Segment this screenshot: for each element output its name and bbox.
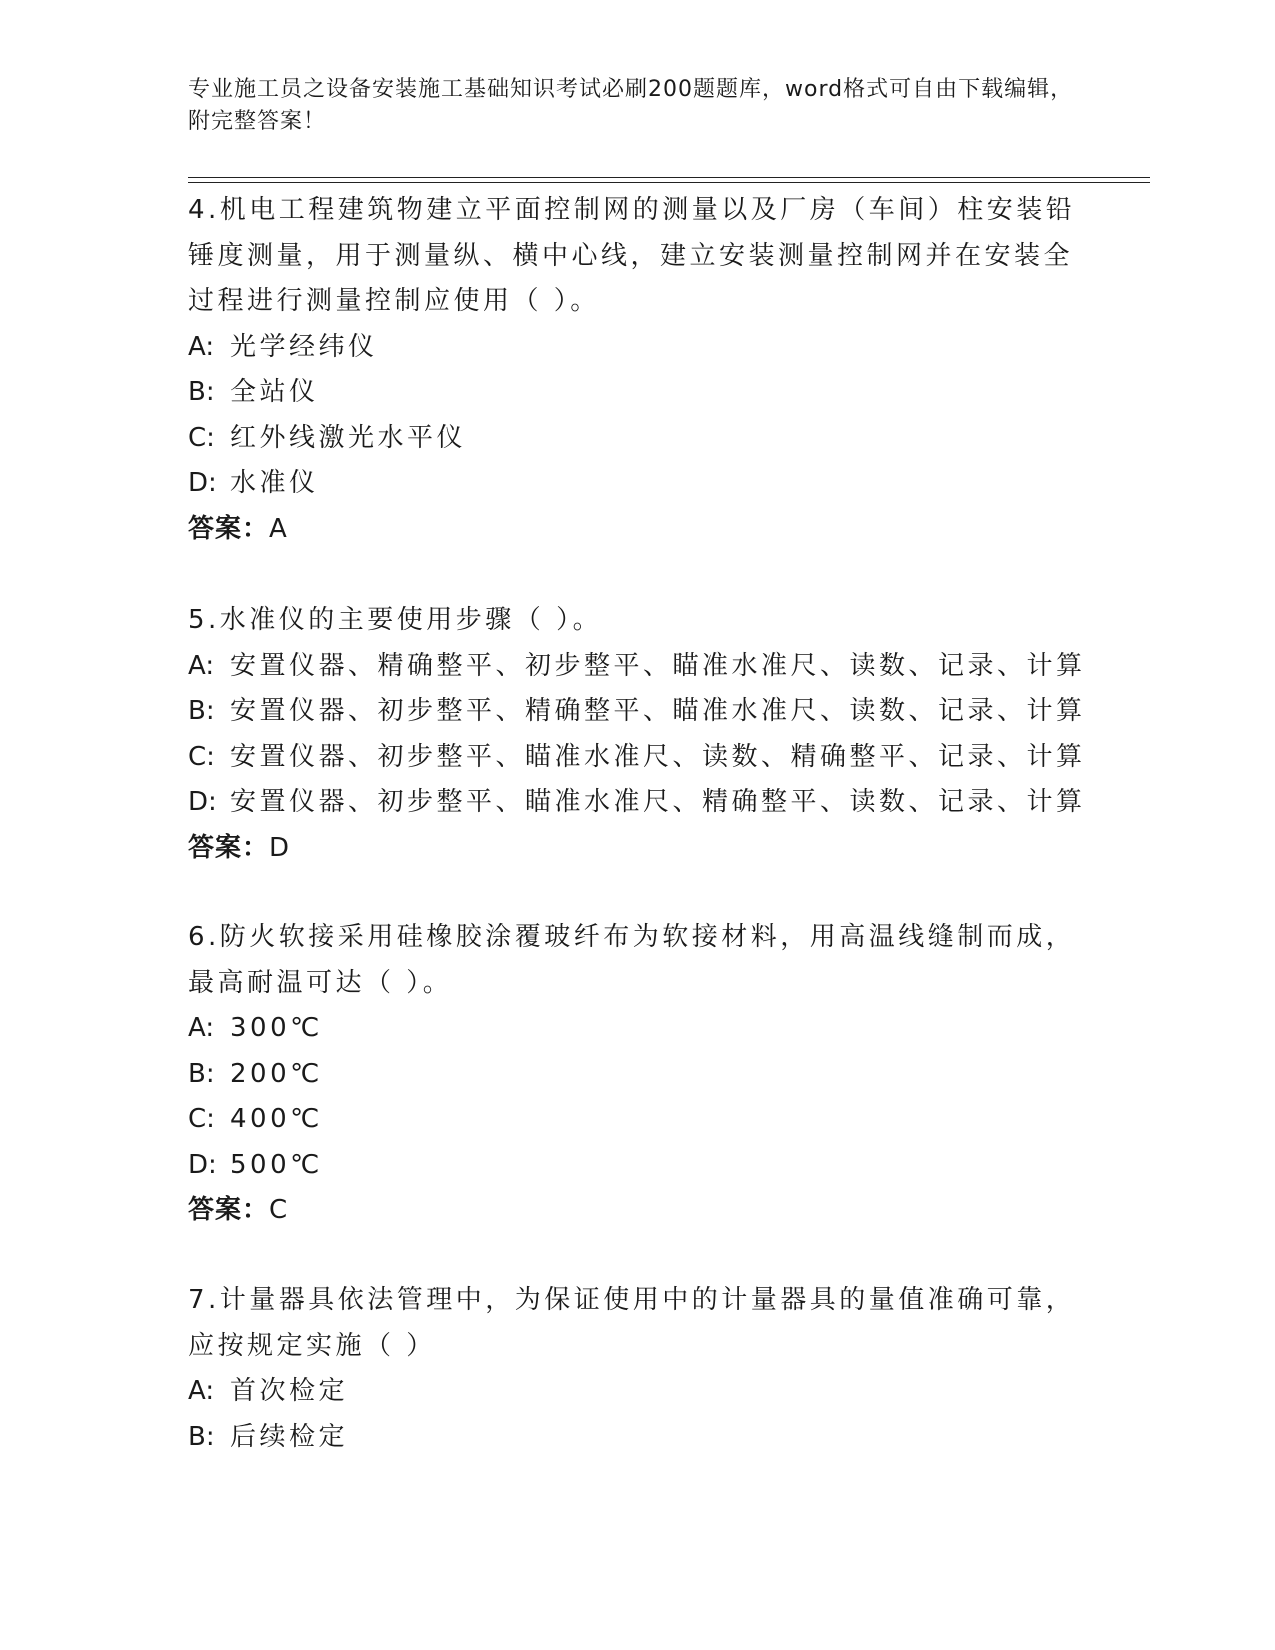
header-divider — [188, 182, 1150, 183]
option-letter: C: — [188, 422, 215, 453]
option-d — [188, 1143, 1088, 1189]
option-letter: C: — [188, 1104, 215, 1134]
option-d — [188, 780, 1088, 826]
option-letter: D: — [188, 787, 217, 817]
option-a — [188, 1369, 1088, 1415]
option-text: 水准仪 — [230, 468, 319, 498]
option-b — [188, 689, 1088, 735]
option-text: 光学经纬仪 — [230, 331, 378, 362]
question-6 — [188, 915, 1088, 1234]
question-5 — [188, 598, 1088, 871]
answer-label: 答案： — [188, 513, 270, 544]
option-b — [188, 1415, 1088, 1461]
option-letter: B: — [188, 1058, 215, 1089]
option-text: 安置仪器、精确整平、初步整平、瞄准水准尺、读数、记录、计算 — [230, 650, 1086, 681]
option-text: 全站仪 — [230, 377, 319, 407]
option-text: 后续检定 — [230, 1421, 349, 1452]
option-letter: C: — [188, 741, 215, 772]
option-b — [188, 370, 1088, 416]
answer-label: 答案： — [188, 1195, 270, 1225]
option-c — [188, 735, 1088, 781]
option-text: 200℃ — [230, 1058, 323, 1089]
option-letter: B: — [188, 696, 215, 726]
option-a — [188, 644, 1088, 690]
option-text: 安置仪器、初步整平、瞄准水准尺、精确整平、读数、记录、计算 — [230, 787, 1086, 817]
option-c — [188, 1097, 1088, 1143]
page-header: 专业施工员之设备安装施工基础知识考试必刷200题题库，word格式可自由下载编辑，附完整答案！ — [188, 77, 1074, 134]
answer-line — [188, 507, 1088, 553]
option-text: 500℃ — [230, 1149, 323, 1180]
answer-line — [188, 826, 1088, 872]
option-b — [188, 1052, 1088, 1098]
option-text: 400℃ — [230, 1104, 323, 1134]
answer-value: D — [269, 832, 291, 863]
option-a — [188, 325, 1088, 371]
option-text: 安置仪器、初步整平、精确整平、瞄准水准尺、读数、记录、计算 — [230, 696, 1086, 726]
option-letter: A: — [188, 650, 215, 681]
option-letter: D: — [188, 468, 217, 498]
option-text: 红外线激光水平仪 — [230, 422, 467, 453]
question-stem: 7.计量器具依法管理中，为保证使用中的计量器具的量值准确可靠，应按规定实施（ ） — [188, 1285, 1076, 1361]
answer-label: 答案： — [188, 832, 270, 863]
option-letter: A: — [188, 1376, 215, 1406]
question-4 — [188, 188, 1088, 552]
answer-value: C — [269, 1195, 289, 1225]
option-letter: B: — [188, 1421, 215, 1452]
question-stem: 4.机电工程建筑物建立平面控制网的测量以及厂房（车间）柱安装铅锤度测量，用于测量纵、横中心线，建立安装测量控制网并在安装全过程进行测量控制应使用（ ）。 — [188, 195, 1076, 316]
option-letter: B: — [188, 377, 215, 407]
option-text: 安置仪器、初步整平、瞄准水准尺、读数、精确整平、记录、计算 — [230, 741, 1086, 772]
question-stem: 6.防火软接采用硅橡胶涂覆玻纤布为软接材料，用高温线缝制而成，最高耐温可达（ ）。 — [188, 922, 1076, 998]
option-text: 首次检定 — [230, 1376, 349, 1406]
option-letter: A: — [188, 331, 215, 362]
question-stem: 5.水准仪的主要使用步骤（ ）。 — [188, 605, 603, 635]
option-letter: A: — [188, 1013, 215, 1043]
answer-value: A — [269, 513, 288, 544]
answer-line — [188, 1188, 1088, 1234]
option-a — [188, 1006, 1088, 1052]
question-7 — [188, 1278, 1088, 1460]
option-c — [188, 416, 1088, 462]
option-text: 300℃ — [230, 1013, 323, 1043]
header-divider — [188, 177, 1150, 178]
option-d — [188, 461, 1088, 507]
option-letter: D: — [188, 1149, 217, 1180]
